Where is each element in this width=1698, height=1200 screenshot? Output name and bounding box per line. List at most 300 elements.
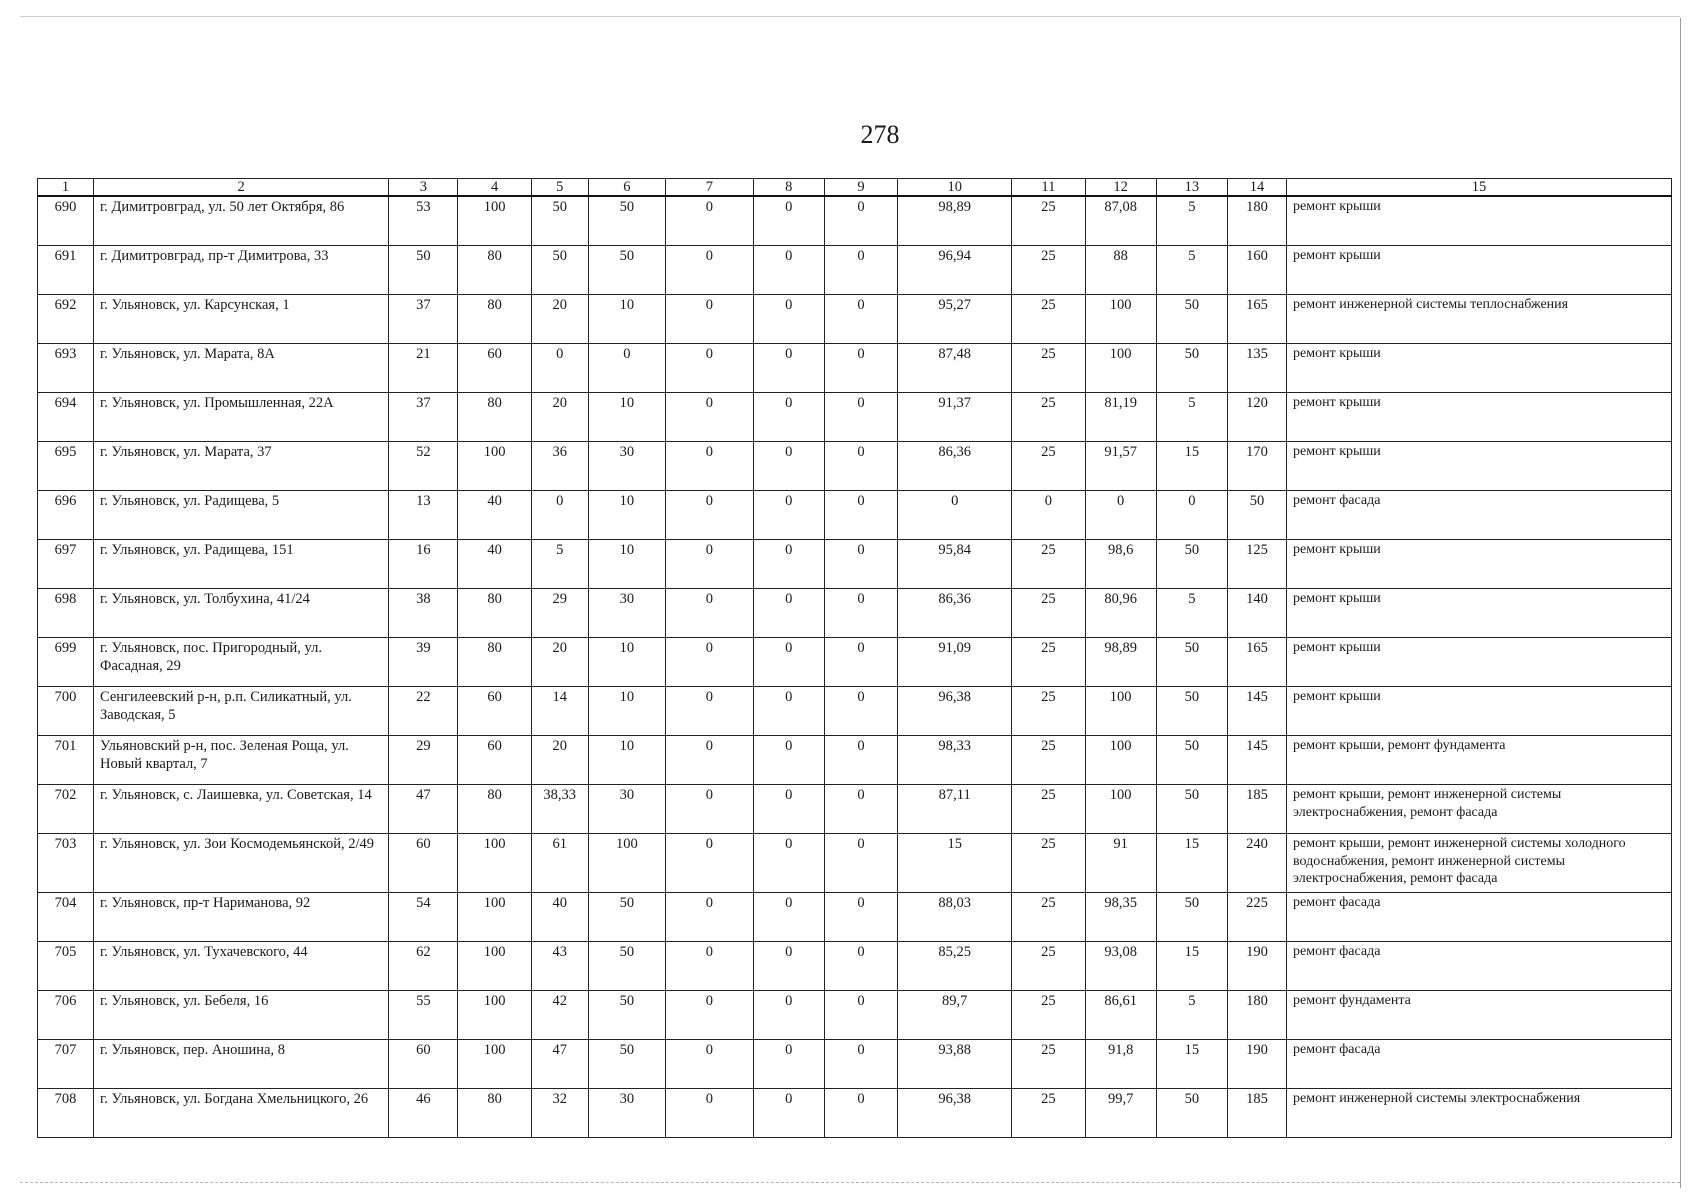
value-cell-col-11: 25 <box>1012 540 1085 589</box>
work-type-cell: ремонт крыши <box>1287 589 1672 638</box>
value-cell-col-12: 87,08 <box>1085 196 1156 246</box>
value-cell-col-4: 100 <box>458 834 531 893</box>
value-cell-col-9: 0 <box>824 893 897 942</box>
value-cell-col-14: 165 <box>1228 638 1287 687</box>
value-cell-col-8: 0 <box>753 344 824 393</box>
repair-program-table <box>37 178 1672 1138</box>
value-cell-col-11: 25 <box>1012 196 1085 246</box>
work-type-cell: ремонт крыши <box>1287 638 1672 687</box>
value-cell-col-14: 145 <box>1228 736 1287 785</box>
value-cell-col-9: 0 <box>824 785 897 834</box>
row-number-cell: 702 <box>38 785 94 834</box>
value-cell-col-5: 50 <box>531 246 588 295</box>
value-cell-col-5: 40 <box>531 893 588 942</box>
table-row <box>38 893 1672 942</box>
table-row <box>38 1089 1672 1138</box>
value-cell-col-4: 100 <box>458 1040 531 1089</box>
value-cell-col-8: 0 <box>753 942 824 991</box>
value-cell-col-8: 0 <box>753 295 824 344</box>
value-cell-col-3: 52 <box>389 442 458 491</box>
value-cell-col-4: 60 <box>458 344 531 393</box>
address-cell: г. Ульяновск, ул. Бебеля, 16 <box>93 991 388 1040</box>
value-cell-col-13: 5 <box>1156 246 1227 295</box>
value-cell-col-14: 185 <box>1228 785 1287 834</box>
work-type-cell: ремонт крыши <box>1287 344 1672 393</box>
value-cell-col-4: 100 <box>458 942 531 991</box>
row-number-cell: 696 <box>38 491 94 540</box>
value-cell-col-7: 0 <box>666 991 754 1040</box>
work-type-cell: ремонт крыши <box>1287 246 1672 295</box>
value-cell-col-6: 50 <box>588 991 665 1040</box>
table-row <box>38 246 1672 295</box>
value-cell-col-13: 50 <box>1156 540 1227 589</box>
address-cell: г. Ульяновск, ул. Карсунская, 1 <box>93 295 388 344</box>
row-number-cell: 692 <box>38 295 94 344</box>
value-cell-col-4: 80 <box>458 295 531 344</box>
value-cell-col-8: 0 <box>753 834 824 893</box>
value-cell-col-12: 81,19 <box>1085 393 1156 442</box>
value-cell-col-12: 99,7 <box>1085 1089 1156 1138</box>
table-row <box>38 991 1672 1040</box>
value-cell-col-13: 0 <box>1156 491 1227 540</box>
value-cell-col-11: 25 <box>1012 687 1085 736</box>
value-cell-col-8: 0 <box>753 736 824 785</box>
value-cell-col-12: 91,8 <box>1085 1040 1156 1089</box>
column-header: 1 <box>38 179 94 197</box>
value-cell-col-6: 10 <box>588 540 665 589</box>
value-cell-col-3: 54 <box>389 893 458 942</box>
value-cell-col-14: 165 <box>1228 295 1287 344</box>
row-number-cell: 706 <box>38 991 94 1040</box>
scan-edge-top <box>20 16 1680 17</box>
work-type-cell: ремонт фасада <box>1287 1040 1672 1089</box>
value-cell-col-9: 0 <box>824 442 897 491</box>
value-cell-col-12: 100 <box>1085 785 1156 834</box>
row-number-cell: 690 <box>38 196 94 246</box>
address-cell: г. Ульяновск, ул. Толбухина, 41/24 <box>93 589 388 638</box>
value-cell-col-7: 0 <box>666 687 754 736</box>
value-cell-col-8: 0 <box>753 687 824 736</box>
value-cell-col-4: 40 <box>458 540 531 589</box>
value-cell-col-7: 0 <box>666 834 754 893</box>
row-number-cell: 707 <box>38 1040 94 1089</box>
value-cell-col-11: 25 <box>1012 1040 1085 1089</box>
value-cell-col-9: 0 <box>824 991 897 1040</box>
value-cell-col-5: 0 <box>531 491 588 540</box>
column-number-header-row <box>38 179 1672 197</box>
table-row <box>38 638 1672 687</box>
value-cell-col-10: 86,36 <box>898 442 1012 491</box>
value-cell-col-11: 25 <box>1012 942 1085 991</box>
address-cell: Ульяновский р-н, пос. Зеленая Роща, ул. Новый квартал, 7 <box>93 736 388 785</box>
value-cell-col-8: 0 <box>753 1040 824 1089</box>
row-number-cell: 700 <box>38 687 94 736</box>
value-cell-col-4: 100 <box>458 991 531 1040</box>
value-cell-col-8: 0 <box>753 393 824 442</box>
table-row <box>38 540 1672 589</box>
value-cell-col-12: 98,89 <box>1085 638 1156 687</box>
value-cell-col-5: 38,33 <box>531 785 588 834</box>
value-cell-col-5: 14 <box>531 687 588 736</box>
value-cell-col-14: 190 <box>1228 1040 1287 1089</box>
value-cell-col-12: 98,6 <box>1085 540 1156 589</box>
value-cell-col-13: 5 <box>1156 991 1227 1040</box>
value-cell-col-14: 240 <box>1228 834 1287 893</box>
value-cell-col-8: 0 <box>753 491 824 540</box>
value-cell-col-7: 0 <box>666 196 754 246</box>
value-cell-col-5: 36 <box>531 442 588 491</box>
value-cell-col-8: 0 <box>753 246 824 295</box>
value-cell-col-3: 13 <box>389 491 458 540</box>
value-cell-col-7: 0 <box>666 589 754 638</box>
value-cell-col-4: 80 <box>458 246 531 295</box>
address-cell: г. Димитровград, пр-т Димитрова, 33 <box>93 246 388 295</box>
value-cell-col-10: 95,27 <box>898 295 1012 344</box>
value-cell-col-5: 42 <box>531 991 588 1040</box>
value-cell-col-4: 60 <box>458 736 531 785</box>
value-cell-col-3: 47 <box>389 785 458 834</box>
value-cell-col-11: 25 <box>1012 246 1085 295</box>
column-header: 4 <box>458 179 531 197</box>
value-cell-col-11: 25 <box>1012 344 1085 393</box>
value-cell-col-14: 190 <box>1228 942 1287 991</box>
value-cell-col-11: 25 <box>1012 295 1085 344</box>
value-cell-col-14: 140 <box>1228 589 1287 638</box>
address-cell: г. Ульяновск, ул. Радищева, 151 <box>93 540 388 589</box>
table-row <box>38 736 1672 785</box>
value-cell-col-8: 0 <box>753 991 824 1040</box>
value-cell-col-10: 91,09 <box>898 638 1012 687</box>
value-cell-col-12: 100 <box>1085 295 1156 344</box>
work-type-cell: ремонт крыши, ремонт фундамента <box>1287 736 1672 785</box>
value-cell-col-12: 100 <box>1085 344 1156 393</box>
table-row <box>38 491 1672 540</box>
value-cell-col-7: 0 <box>666 344 754 393</box>
value-cell-col-13: 15 <box>1156 834 1227 893</box>
value-cell-col-8: 0 <box>753 1089 824 1138</box>
value-cell-col-5: 32 <box>531 1089 588 1138</box>
value-cell-col-7: 0 <box>666 1040 754 1089</box>
value-cell-col-10: 96,38 <box>898 1089 1012 1138</box>
value-cell-col-3: 21 <box>389 344 458 393</box>
value-cell-col-3: 38 <box>389 589 458 638</box>
value-cell-col-6: 50 <box>588 893 665 942</box>
value-cell-col-3: 55 <box>389 991 458 1040</box>
value-cell-col-10: 98,89 <box>898 196 1012 246</box>
work-type-cell: ремонт фасада <box>1287 942 1672 991</box>
value-cell-col-4: 40 <box>458 491 531 540</box>
value-cell-col-6: 50 <box>588 196 665 246</box>
value-cell-col-7: 0 <box>666 295 754 344</box>
address-cell: г. Димитровград, ул. 50 лет Октября, 86 <box>93 196 388 246</box>
value-cell-col-6: 30 <box>588 785 665 834</box>
value-cell-col-13: 15 <box>1156 942 1227 991</box>
value-cell-col-3: 60 <box>389 1040 458 1089</box>
work-type-cell: ремонт крыши <box>1287 196 1672 246</box>
value-cell-col-3: 16 <box>389 540 458 589</box>
value-cell-col-13: 50 <box>1156 344 1227 393</box>
table-row <box>38 196 1672 246</box>
value-cell-col-12: 88 <box>1085 246 1156 295</box>
address-cell: г. Ульяновск, с. Лаишевка, ул. Советская, 14 <box>93 785 388 834</box>
value-cell-col-9: 0 <box>824 589 897 638</box>
address-cell: г. Ульяновск, ул. Радищева, 5 <box>93 491 388 540</box>
value-cell-col-13: 50 <box>1156 736 1227 785</box>
value-cell-col-3: 53 <box>389 196 458 246</box>
row-number-cell: 704 <box>38 893 94 942</box>
table-row <box>38 687 1672 736</box>
value-cell-col-8: 0 <box>753 589 824 638</box>
value-cell-col-14: 170 <box>1228 442 1287 491</box>
value-cell-col-3: 60 <box>389 834 458 893</box>
column-header: 13 <box>1156 179 1227 197</box>
row-number-cell: 708 <box>38 1089 94 1138</box>
value-cell-col-13: 5 <box>1156 393 1227 442</box>
column-header: 7 <box>666 179 754 197</box>
value-cell-col-10: 98,33 <box>898 736 1012 785</box>
value-cell-col-14: 160 <box>1228 246 1287 295</box>
value-cell-col-9: 0 <box>824 246 897 295</box>
value-cell-col-10: 96,38 <box>898 687 1012 736</box>
value-cell-col-6: 10 <box>588 393 665 442</box>
value-cell-col-12: 91,57 <box>1085 442 1156 491</box>
address-cell: г. Ульяновск, пр-т Нариманова, 92 <box>93 893 388 942</box>
value-cell-col-9: 0 <box>824 834 897 893</box>
row-number-cell: 703 <box>38 834 94 893</box>
address-cell: г. Ульяновск, пер. Аношина, 8 <box>93 1040 388 1089</box>
value-cell-col-5: 61 <box>531 834 588 893</box>
value-cell-col-4: 100 <box>458 893 531 942</box>
value-cell-col-3: 29 <box>389 736 458 785</box>
work-type-cell: ремонт крыши, ремонт инженерной системы холодного водоснабжения, ремонт инженерной системы электроснабжения, ремонт фасада <box>1287 834 1672 893</box>
value-cell-col-12: 80,96 <box>1085 589 1156 638</box>
work-type-cell: ремонт фасада <box>1287 893 1672 942</box>
value-cell-col-13: 50 <box>1156 785 1227 834</box>
value-cell-col-8: 0 <box>753 638 824 687</box>
value-cell-col-5: 0 <box>531 344 588 393</box>
table-row <box>38 785 1672 834</box>
row-number-cell: 699 <box>38 638 94 687</box>
row-number-cell: 693 <box>38 344 94 393</box>
page-number: 278 <box>860 120 900 149</box>
value-cell-col-4: 80 <box>458 1089 531 1138</box>
value-cell-col-13: 5 <box>1156 196 1227 246</box>
value-cell-col-7: 0 <box>666 246 754 295</box>
value-cell-col-9: 0 <box>824 491 897 540</box>
value-cell-col-8: 0 <box>753 196 824 246</box>
value-cell-col-10: 87,48 <box>898 344 1012 393</box>
value-cell-col-14: 120 <box>1228 393 1287 442</box>
value-cell-col-5: 20 <box>531 295 588 344</box>
value-cell-col-6: 10 <box>588 295 665 344</box>
value-cell-col-9: 0 <box>824 638 897 687</box>
value-cell-col-9: 0 <box>824 295 897 344</box>
value-cell-col-12: 91 <box>1085 834 1156 893</box>
scan-edge-right <box>1680 18 1681 1188</box>
value-cell-col-12: 0 <box>1085 491 1156 540</box>
column-header: 3 <box>389 179 458 197</box>
value-cell-col-6: 10 <box>588 736 665 785</box>
value-cell-col-9: 0 <box>824 344 897 393</box>
column-header: 5 <box>531 179 588 197</box>
value-cell-col-7: 0 <box>666 393 754 442</box>
value-cell-col-5: 50 <box>531 196 588 246</box>
value-cell-col-7: 0 <box>666 442 754 491</box>
work-type-cell: ремонт крыши, ремонт инженерной системы электроснабжения, ремонт фасада <box>1287 785 1672 834</box>
work-type-cell: ремонт крыши <box>1287 540 1672 589</box>
work-type-cell: ремонт крыши <box>1287 393 1672 442</box>
value-cell-col-3: 37 <box>389 295 458 344</box>
value-cell-col-9: 0 <box>824 393 897 442</box>
value-cell-col-5: 20 <box>531 638 588 687</box>
value-cell-col-9: 0 <box>824 1040 897 1089</box>
address-cell: г. Ульяновск, ул. Марата, 37 <box>93 442 388 491</box>
value-cell-col-5: 20 <box>531 393 588 442</box>
address-cell: г. Ульяновск, ул. Марата, 8А <box>93 344 388 393</box>
value-cell-col-3: 39 <box>389 638 458 687</box>
value-cell-col-4: 60 <box>458 687 531 736</box>
value-cell-col-9: 0 <box>824 942 897 991</box>
value-cell-col-8: 0 <box>753 785 824 834</box>
value-cell-col-6: 30 <box>588 1089 665 1138</box>
value-cell-col-4: 100 <box>458 442 531 491</box>
row-number-cell: 701 <box>38 736 94 785</box>
value-cell-col-13: 5 <box>1156 589 1227 638</box>
value-cell-col-6: 50 <box>588 246 665 295</box>
address-cell: г. Ульяновск, ул. Промышленная, 22А <box>93 393 388 442</box>
value-cell-col-6: 0 <box>588 344 665 393</box>
value-cell-col-13: 50 <box>1156 1089 1227 1138</box>
table-row <box>38 834 1672 893</box>
value-cell-col-6: 10 <box>588 687 665 736</box>
column-header: 14 <box>1228 179 1287 197</box>
table-row <box>38 393 1672 442</box>
value-cell-col-11: 25 <box>1012 893 1085 942</box>
value-cell-col-9: 0 <box>824 736 897 785</box>
value-cell-col-9: 0 <box>824 687 897 736</box>
column-header: 9 <box>824 179 897 197</box>
work-type-cell: ремонт инженерной системы теплоснабжения <box>1287 295 1672 344</box>
value-cell-col-10: 88,03 <box>898 893 1012 942</box>
value-cell-col-7: 0 <box>666 785 754 834</box>
value-cell-col-10: 86,36 <box>898 589 1012 638</box>
row-number-cell: 697 <box>38 540 94 589</box>
work-type-cell: ремонт фасада <box>1287 491 1672 540</box>
value-cell-col-14: 145 <box>1228 687 1287 736</box>
value-cell-col-3: 37 <box>389 393 458 442</box>
work-type-cell: ремонт инженерной системы электроснабжения <box>1287 1089 1672 1138</box>
address-cell: г. Ульяновск, ул. Зои Космодемьянской, 2/49 <box>93 834 388 893</box>
row-number-cell: 705 <box>38 942 94 991</box>
value-cell-col-3: 62 <box>389 942 458 991</box>
value-cell-col-11: 25 <box>1012 442 1085 491</box>
row-number-cell: 694 <box>38 393 94 442</box>
row-number-cell: 698 <box>38 589 94 638</box>
value-cell-col-9: 0 <box>824 196 897 246</box>
value-cell-col-14: 225 <box>1228 893 1287 942</box>
value-cell-col-8: 0 <box>753 893 824 942</box>
value-cell-col-11: 25 <box>1012 393 1085 442</box>
value-cell-col-7: 0 <box>666 638 754 687</box>
value-cell-col-6: 30 <box>588 442 665 491</box>
value-cell-col-11: 25 <box>1012 638 1085 687</box>
value-cell-col-11: 25 <box>1012 834 1085 893</box>
value-cell-col-12: 100 <box>1085 736 1156 785</box>
table-row <box>38 942 1672 991</box>
scan-edge-bottom <box>20 1182 1680 1183</box>
column-header: 8 <box>753 179 824 197</box>
value-cell-col-7: 0 <box>666 540 754 589</box>
value-cell-col-7: 0 <box>666 1089 754 1138</box>
address-cell: г. Ульяновск, пос. Пригородный, ул. Фасадная, 29 <box>93 638 388 687</box>
table-row <box>38 442 1672 491</box>
work-type-cell: ремонт крыши <box>1287 687 1672 736</box>
value-cell-col-13: 50 <box>1156 295 1227 344</box>
value-cell-col-14: 180 <box>1228 196 1287 246</box>
value-cell-col-5: 43 <box>531 942 588 991</box>
value-cell-col-8: 0 <box>753 442 824 491</box>
value-cell-col-5: 5 <box>531 540 588 589</box>
value-cell-col-11: 25 <box>1012 736 1085 785</box>
column-header: 10 <box>898 179 1012 197</box>
value-cell-col-14: 185 <box>1228 1089 1287 1138</box>
row-number-cell: 695 <box>38 442 94 491</box>
value-cell-col-3: 22 <box>389 687 458 736</box>
table-row <box>38 344 1672 393</box>
column-header: 11 <box>1012 179 1085 197</box>
work-type-cell: ремонт фундамента <box>1287 991 1672 1040</box>
value-cell-col-14: 50 <box>1228 491 1287 540</box>
value-cell-col-10: 89,7 <box>898 991 1012 1040</box>
value-cell-col-7: 0 <box>666 491 754 540</box>
value-cell-col-14: 125 <box>1228 540 1287 589</box>
value-cell-col-10: 87,11 <box>898 785 1012 834</box>
value-cell-col-11: 0 <box>1012 491 1085 540</box>
value-cell-col-10: 85,25 <box>898 942 1012 991</box>
value-cell-col-13: 15 <box>1156 442 1227 491</box>
table-row <box>38 589 1672 638</box>
value-cell-col-12: 100 <box>1085 687 1156 736</box>
value-cell-col-6: 50 <box>588 1040 665 1089</box>
value-cell-col-10: 95,84 <box>898 540 1012 589</box>
value-cell-col-4: 100 <box>458 196 531 246</box>
column-header: 12 <box>1085 179 1156 197</box>
column-header: 15 <box>1287 179 1672 197</box>
value-cell-col-4: 80 <box>458 393 531 442</box>
value-cell-col-10: 0 <box>898 491 1012 540</box>
value-cell-col-10: 15 <box>898 834 1012 893</box>
value-cell-col-10: 96,94 <box>898 246 1012 295</box>
value-cell-col-6: 100 <box>588 834 665 893</box>
table-row <box>38 1040 1672 1089</box>
value-cell-col-3: 46 <box>389 1089 458 1138</box>
value-cell-col-12: 86,61 <box>1085 991 1156 1040</box>
value-cell-col-11: 25 <box>1012 991 1085 1040</box>
value-cell-col-7: 0 <box>666 736 754 785</box>
address-cell: г. Ульяновск, ул. Богдана Хмельницкого, 26 <box>93 1089 388 1138</box>
value-cell-col-7: 0 <box>666 893 754 942</box>
value-cell-col-10: 91,37 <box>898 393 1012 442</box>
value-cell-col-7: 0 <box>666 942 754 991</box>
value-cell-col-9: 0 <box>824 540 897 589</box>
value-cell-col-5: 20 <box>531 736 588 785</box>
value-cell-col-13: 15 <box>1156 1040 1227 1089</box>
value-cell-col-12: 93,08 <box>1085 942 1156 991</box>
value-cell-col-6: 30 <box>588 589 665 638</box>
value-cell-col-13: 50 <box>1156 687 1227 736</box>
work-type-cell: ремонт крыши <box>1287 442 1672 491</box>
value-cell-col-9: 0 <box>824 1089 897 1138</box>
